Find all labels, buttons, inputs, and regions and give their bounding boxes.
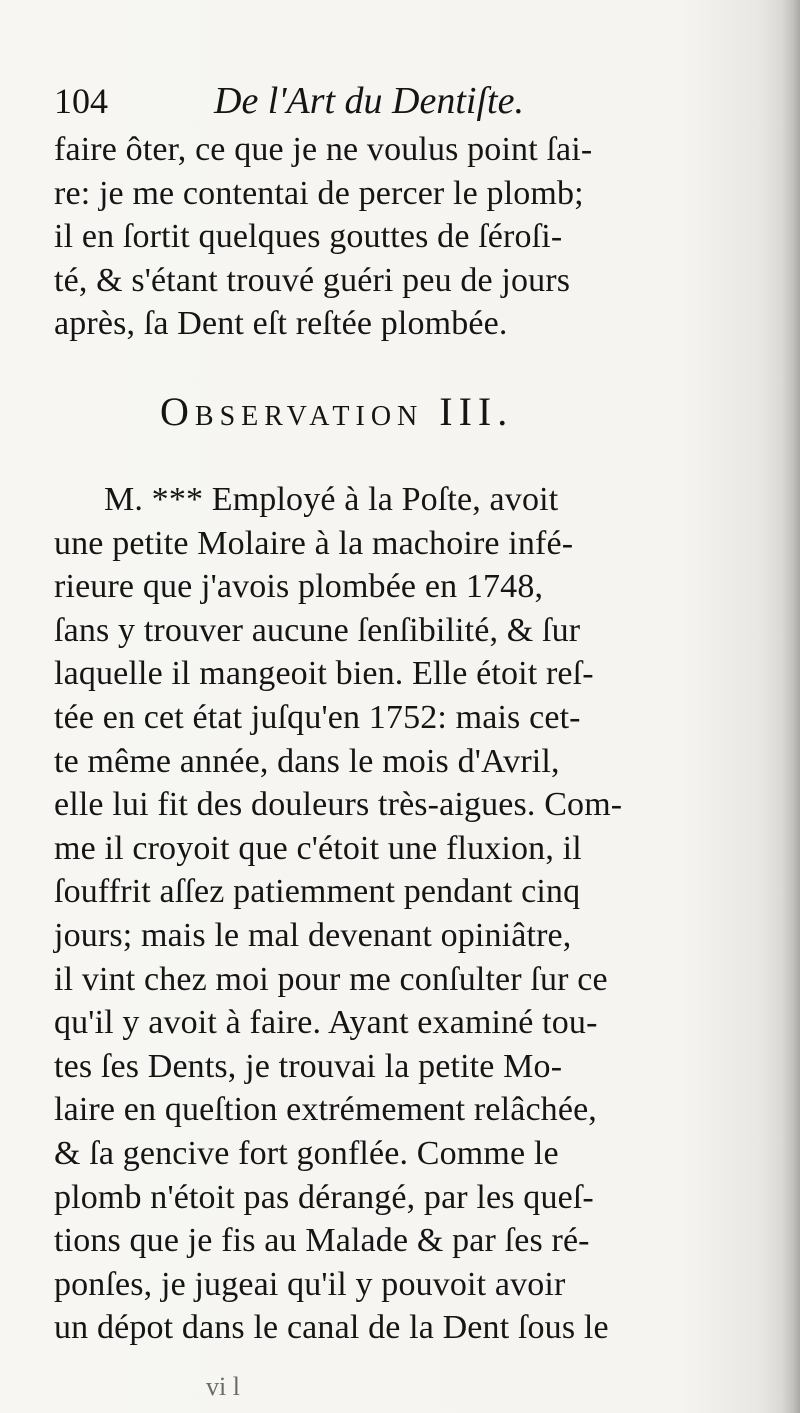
text-line: elle lui fit des douleurs très-aigues. Com- — [54, 786, 623, 824]
page-number: 104 — [54, 81, 108, 121]
text-line: me il croyoit que c'étoit une fluxion, il — [54, 829, 582, 867]
running-title: De l'Art du Dentiſte. — [214, 80, 524, 122]
footer-mark: vi l — [206, 1372, 240, 1401]
text-line: ſans y trouver aucune ſenſibilité, & ſur — [54, 611, 581, 649]
text-line: jours; mais le mal devenant opiniâtre, — [54, 916, 572, 954]
observation-paragraph — [54, 478, 760, 1350]
text-line: te même année, dans le mois d'Avril, — [54, 742, 560, 780]
text-line: laire en queſtion extrémement relâchée, — [54, 1091, 597, 1129]
text-line: faire ôter, ce que je ne voulus point ſai- — [54, 131, 593, 168]
section-heading-text: Observation III. — [160, 389, 514, 434]
text-line: il vint chez moi pour me conſulter ſur ce — [54, 960, 608, 998]
section-heading — [160, 388, 513, 435]
page-edge-shadow — [782, 0, 800, 1413]
text-line: & ſa gencive fort gonflée. Comme le — [54, 1134, 559, 1172]
text-line: tions que je fis au Malade & par ſes ré- — [54, 1222, 590, 1260]
text-line: re: je me contentai de percer le plomb; — [54, 174, 584, 212]
text-line: rieure que j'avois plombée en 1748, — [54, 568, 544, 606]
text-line: après, ſa Dent eſt reſtée plombée. — [54, 305, 508, 343]
running-head — [40, 76, 780, 126]
text-line: ſouffrit aſſez patiemment pendant cinq — [54, 873, 581, 911]
text-line: plomb n'étoit pas dérangé, par les queſ- — [54, 1178, 594, 1216]
text-line: une petite Molaire à la machoire infé- — [54, 524, 574, 562]
text-line: M. *** Employé à la Poſte, avoit — [104, 481, 559, 518]
text-line: tes ſes Dents, je trouvai la petite Mo- — [54, 1047, 563, 1085]
text-line: laquelle il mangeoit bien. Elle étoit reſ- — [54, 655, 594, 693]
paragraph-continued — [54, 128, 760, 346]
text-line: tée en cet état juſqu'en 1752: mais cet- — [54, 698, 581, 736]
text-line: ponſes, je jugeai qu'il y pouvoit avoir — [54, 1265, 566, 1303]
text-line: té, & s'étant trouvé guéri peu de jours — [54, 261, 571, 299]
text-line: il en ſortit quelques gouttes de ſéroſi- — [54, 218, 563, 256]
text-line: qu'il y avoit à faire. Ayant examiné tou- — [54, 1004, 598, 1042]
text-line: un dépot dans le canal de la Dent ſous le — [54, 1309, 609, 1347]
